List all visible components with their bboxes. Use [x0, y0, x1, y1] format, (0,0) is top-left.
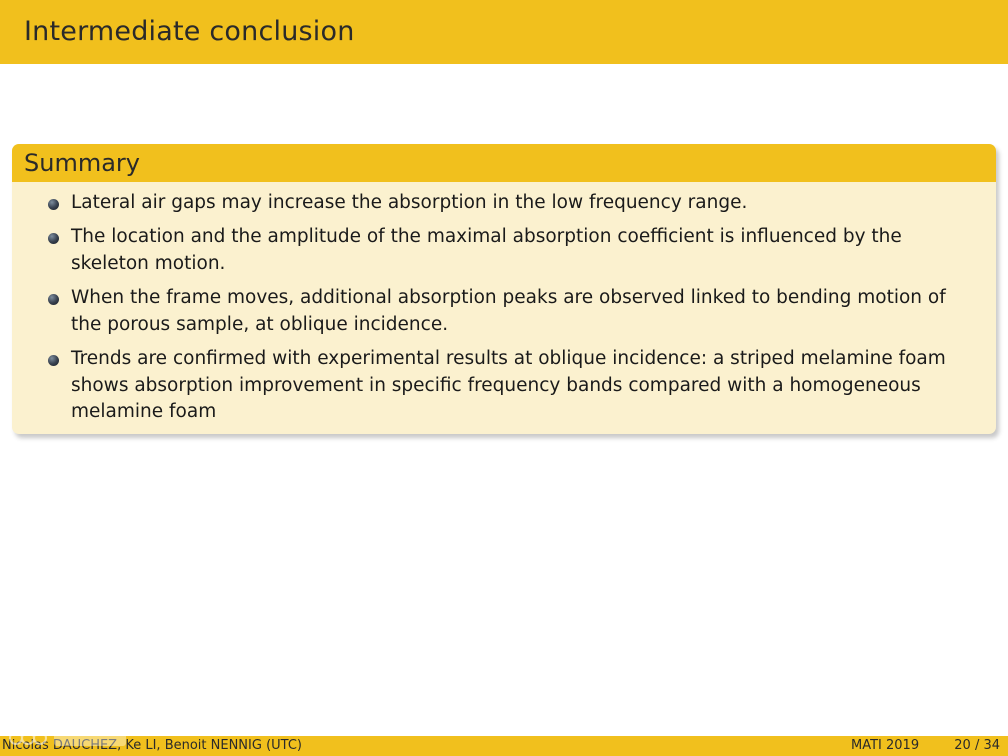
bullet-icon: [48, 355, 59, 366]
footer-authors: Nicolas DAUCHEZ, Ke LI, Benoit NENNIG (UTC): [2, 738, 302, 753]
slide-title: Intermediate conclusion: [24, 16, 355, 47]
bullet-icon: [48, 199, 59, 210]
summary-block-title: Summary: [24, 149, 140, 177]
summary-item: Lateral air gaps may increase the absorption in the low frequency range.: [71, 192, 748, 213]
footer-bar: [0, 736, 1008, 756]
summary-item: The location and the amplitude of the maximal absorption coefficient is influenced by the skeleton motion.: [71, 226, 902, 274]
bullet-icon: [48, 233, 59, 244]
summary-item: Trends are confirmed with experimental results at oblique incidence: a striped melamine foam shows absorption improvement in specific frequency bands compared with a homogeneous melamine foam: [71, 348, 946, 422]
summary-item: When the frame moves, additional absorption peaks are observed linked to bending motion of the porous sample, at oblique incidence.: [71, 287, 946, 335]
bullet-icon: [48, 294, 59, 305]
summary-block-header: [12, 144, 996, 182]
footer-page-number: 20 / 34: [954, 738, 1000, 753]
frame-title-bar: [0, 0, 1008, 64]
footer-conference: MATI 2019: [851, 738, 920, 753]
summary-block: [12, 144, 996, 434]
watermark-logo-icon: [4, 724, 134, 752]
